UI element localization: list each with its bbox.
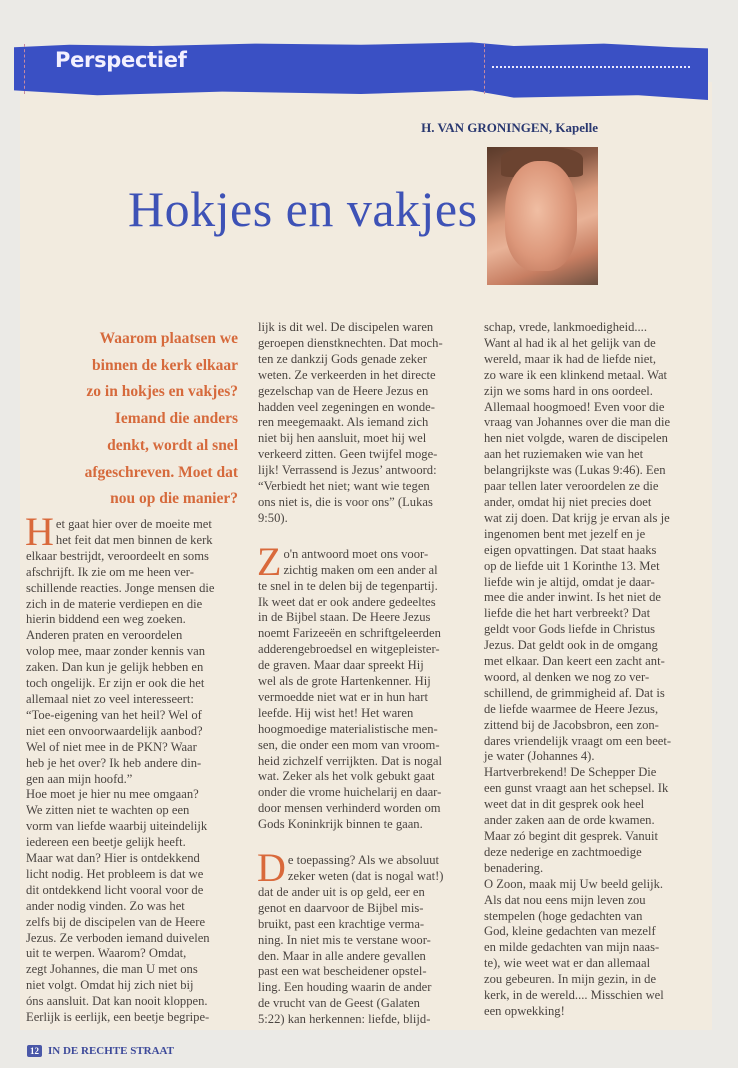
text-line: elkaar bestrijdt, veroordeelt en soms xyxy=(26,548,209,563)
text-line: zich in de materie verdiepen en die xyxy=(26,596,203,611)
text-line: de vrucht van de Geest (Galaten xyxy=(258,996,420,1011)
text-line: leefde. Hij wist het! Het waren xyxy=(258,705,414,720)
drop-cap: D xyxy=(257,845,286,891)
text-line: We zitten niet te wachten op een xyxy=(26,803,190,818)
text-line: zichtig maken om een ander al xyxy=(283,562,438,577)
text-line: vorm van liefde waarbij uiteindelijk xyxy=(26,819,208,834)
text-line: zelfs bij de discipelen van de Heere xyxy=(26,914,206,929)
article-column-1 xyxy=(25,509,246,1046)
text-line: 5:22) kan herkennen: liefde, blijd- xyxy=(258,1012,431,1027)
intro-line: Waarom plaatsen we xyxy=(99,330,238,347)
text-line: een gunst vraagt aan het schepsel. Ik xyxy=(484,781,669,796)
intro-line: binnen de kerk elkaar xyxy=(92,356,238,374)
author-photo xyxy=(487,147,598,285)
text-line: het feit dat men binnen de kerk xyxy=(55,532,213,547)
text-line: stempelen (hoge gedachten van xyxy=(484,908,643,923)
text-line: iedereen een beetje gelijk heeft. xyxy=(26,835,186,850)
text-line: ling. Een houding waarin de ander xyxy=(258,980,432,995)
banner-dotted-line xyxy=(492,66,690,68)
text-line: schap, vrede, lankmoedigheid.... xyxy=(484,320,647,334)
text-line: dit ontdekkend licht vooral voor de xyxy=(26,882,204,897)
author-byline: H. VAN GRONINGEN, Kapelle xyxy=(421,120,598,135)
text-line: liefde die het hart verbreekt? Dat xyxy=(484,606,651,621)
intro-lead xyxy=(26,326,238,513)
text-line: adderengebroedsel en witgepleister- xyxy=(258,642,440,657)
text-line: vraag van Johannes over die man die xyxy=(484,415,671,430)
text-line: Allemaal hoogmoed! Even voor die xyxy=(484,399,665,414)
text-line: wat zij doen. Dat krijg je ervan als je xyxy=(484,510,670,525)
text-line: zittend bij de Jacobsbron, een zon- xyxy=(484,717,659,732)
text-line: je water (Johannes 4). xyxy=(484,749,595,764)
text-line: onder die vrome huichelarij en daar- xyxy=(258,785,442,800)
text-line: ander zaken aan de orde kwamen. xyxy=(484,813,655,828)
text-line: woord, al denken we nog zo ver- xyxy=(484,669,650,684)
text-line: niet bij hen aansluit, moet hij wel xyxy=(258,431,427,446)
text-line: belangrijkste was (Lukas 9:46). Een xyxy=(484,463,666,478)
text-line: genot en daarvoor de Bijbel mis- xyxy=(258,900,424,915)
text-line: Want al had ik al het gelijk van de xyxy=(484,335,656,350)
text-line: eigen opvattingen. Dat staat haaks xyxy=(484,542,657,557)
text-line: Ik weet dat er ook andere gedeeltes xyxy=(258,594,436,609)
text-line: ander nodig vinden. Zo was het xyxy=(26,898,185,913)
intro-line: denkt, wordt al snel xyxy=(107,436,238,454)
text-line: te snel in te delen bij de tegenpartij. xyxy=(258,578,438,593)
text-line: zegt Johannes, die man U met ons xyxy=(26,962,198,977)
text-line: wat. Zeker als het volk gebukt gaat xyxy=(258,769,435,784)
text-line: zaken. Dan kun je gelijk hebben en xyxy=(26,660,204,675)
text-line: ingenomen bent met jezelf en je xyxy=(484,526,646,541)
text-line: schillende reacties. Jonge mensen die xyxy=(26,580,215,595)
text-line: mee die ander inwint. Is het niet de xyxy=(484,590,661,605)
text-line: schillend, de grimmigheid af. Dat is xyxy=(484,685,665,700)
intro-line: nou op die manier? xyxy=(110,490,238,508)
paragraph xyxy=(257,845,474,1028)
text-line: allemaal niet zo veel interesseert: xyxy=(26,691,194,706)
text-line: Hartverbrekend! De Schepper Die xyxy=(484,765,657,780)
text-line: sen, die onder een mom van vroom- xyxy=(258,737,440,752)
text-line: volop mee, maar zonder kennis van xyxy=(26,644,206,659)
text-line: ten ze dankzij Gods genade zeker xyxy=(258,351,427,366)
text-line: liefde win je altijd, omdat je daar- xyxy=(484,574,655,589)
paragraph xyxy=(484,320,702,1020)
text-line: hen niet volgde, waren de discipelen xyxy=(484,431,668,446)
banner-rule xyxy=(24,44,25,94)
text-line: o'n antwoord moet ons voor- xyxy=(283,546,429,561)
text-line: e toepassing? Als we absoluut xyxy=(287,853,439,868)
text-line: 9:50). xyxy=(258,510,288,525)
text-line: Anderen praten en veroordelen xyxy=(26,628,183,643)
paragraph xyxy=(257,538,474,833)
text-line: O Zoon, maak mij Uw beeld gelijk. xyxy=(484,876,664,891)
drop-cap: H xyxy=(25,509,54,554)
text-line: God, kleine gedachten van mezelf xyxy=(484,924,656,939)
text-line: gen aan mijn hoofd.” xyxy=(26,771,133,786)
page-footer xyxy=(27,1045,174,1057)
text-line: geldt voor Gods liefde in Christus xyxy=(484,622,656,637)
text-line: lijk! Verrassend is Jezus’ antwoord: xyxy=(258,463,437,478)
article-column-2 xyxy=(258,320,474,1048)
text-line: niet een onvoorwaardelijk aanbod? xyxy=(26,723,203,738)
text-line: Gods Koninkrijk binnen te gaan. xyxy=(258,817,423,832)
text-line: wel als de grote Hartenkenner. Hij xyxy=(258,674,431,689)
text-line: ander, omdat hij niet precies doet xyxy=(484,494,652,509)
text-line: paar tellen later veroordelen ze die xyxy=(484,479,659,494)
magazine-name: IN DE RECHTE STRAAT xyxy=(48,1045,175,1057)
text-line: vermoedde niet wat er in hun hart xyxy=(258,689,428,704)
text-line: verkeerd zitten. Geen twijfel moge- xyxy=(258,447,438,462)
intro-line: zo in hokjes en vakjes? xyxy=(86,383,238,401)
drop-cap: Z xyxy=(257,538,282,584)
text-line: licht nodig. Het probleem is dat we xyxy=(26,866,204,881)
paragraph xyxy=(25,509,246,1026)
text-line: dat de ander uit is op geld, eer en xyxy=(258,884,425,899)
text-line: óns aansluit. Dat kan nooit kloppen. xyxy=(26,994,208,1009)
text-line: heid zichzelf verrijkten. Dat is nogal xyxy=(258,753,442,768)
text-line: deze nederige en zachtmoedige xyxy=(484,844,642,859)
text-line: in de Bijbel staan. De Heere Jezus xyxy=(258,610,431,625)
intro-line: afgeschreven. Moet dat xyxy=(84,463,238,481)
text-line: gezelschap van de Heere Jezus en xyxy=(258,383,429,398)
text-line: uit te werpen. Waarom? Omdat, xyxy=(26,946,187,961)
text-line: de graven. Maar daar spreekt Hij xyxy=(258,658,424,673)
text-line: op de liefde uit 1 Korinthe 13. Met xyxy=(484,558,660,573)
text-line: door mensen verhinderd worden om xyxy=(258,801,441,816)
text-line: te), wie weet wat er dan allemaal xyxy=(484,956,651,971)
text-line: kerk, in de wereld.... Misschien wel xyxy=(484,988,664,1003)
text-line: Jezus. Ze verboden iemand duivelen xyxy=(26,930,210,945)
text-line: ning. In niet mis te verstane woor- xyxy=(258,932,431,947)
text-line: de liefde waarmee de Heere Jezus, xyxy=(484,701,659,716)
text-line: Maar zó begint dit gesprek. Vanuit xyxy=(484,829,658,843)
text-line: bruikt, past een krachtige verma- xyxy=(258,916,425,931)
text-line: benadering. xyxy=(484,860,544,875)
text-line: wereld, maar ik had de liefde niet, xyxy=(484,351,657,366)
text-line: hierin biddend een weg zoeken. xyxy=(26,612,186,627)
intro-line: Iemand die anders xyxy=(114,410,238,428)
text-line: zijn we soms hard in ons oordeel. xyxy=(484,383,653,398)
text-line: weet dat in dit gesprek ook heel xyxy=(484,797,645,812)
banner-rule xyxy=(484,44,485,94)
text-line: past een wat bescheidener opstel- xyxy=(258,964,427,979)
text-line: zeker weten (dat is nogal wat!) xyxy=(287,869,444,883)
text-line: aan het ruziemaken wie van het xyxy=(484,447,644,462)
text-line: den. Maar in alle andere gevallen xyxy=(258,948,426,963)
text-line: niet volgt. Omdat hij zich niet bij xyxy=(26,978,194,993)
text-line: Als dat nou eens mijn leven zou xyxy=(484,892,646,907)
text-line: hoogmoedige materialistische men- xyxy=(258,721,438,736)
text-line: heb je het over? Ik heb andere din- xyxy=(26,755,202,770)
text-line: noemt Farizeeën en schriftgeleerden xyxy=(258,626,441,641)
text-line: met elkaar. Dan keert een zacht ant- xyxy=(484,654,665,669)
text-line: Hoe moet je hier nu mee omgaan? xyxy=(26,787,199,802)
text-line: ons niet is, die is voor ons” (Lukas xyxy=(258,494,433,509)
section-title: Perspectief xyxy=(55,48,187,72)
text-line: afschrijft. Ik zie om me heen ver- xyxy=(26,564,194,579)
text-line: zo ware ik een klinkend metaal. Wat xyxy=(484,367,668,382)
text-line: zou gebeuren. In mijn gezin, in de xyxy=(484,972,657,987)
paragraph xyxy=(258,320,474,527)
text-line: Maar wat dan? Hier is ontdekkend xyxy=(26,851,200,866)
text-line: Eerlijk is eerlijk, een beetje begripe- xyxy=(26,1010,210,1025)
text-line: geroepen dienstknechten. Dat moch- xyxy=(258,335,443,350)
page-number: 12 xyxy=(27,1045,42,1057)
text-line: en milde gedachten van mijn naas- xyxy=(484,940,660,955)
text-line: “Toe-eigening van het heil? Wel of xyxy=(26,707,202,722)
text-line: “Verbiedt het niet; want wie tegen xyxy=(258,479,430,494)
text-line: lijk is dit wel. De discipelen waren xyxy=(258,320,434,334)
text-line: hadden veel zegeningen en wonde- xyxy=(258,399,435,414)
text-line: ren meegemaakt. Als iemand zich xyxy=(258,415,429,430)
text-line: Wel of niet mee in de PKN? Waar xyxy=(26,739,197,754)
article-column-3 xyxy=(484,320,702,1040)
text-line: Jezus. Dat geldt ook in de omgang xyxy=(484,638,658,653)
article-title: Hokjes en vakjes xyxy=(128,181,478,237)
text-line: dares vriendelijk vraagt om een beet- xyxy=(484,733,672,748)
text-line: et gaat hier over de moeite met xyxy=(55,517,212,531)
text-line: een opwekking! xyxy=(484,1003,565,1018)
text-line: toch ongelijk. Er zijn er ook die het xyxy=(26,676,205,691)
text-line: weten. Ze verkeerden in het directe xyxy=(258,367,436,382)
